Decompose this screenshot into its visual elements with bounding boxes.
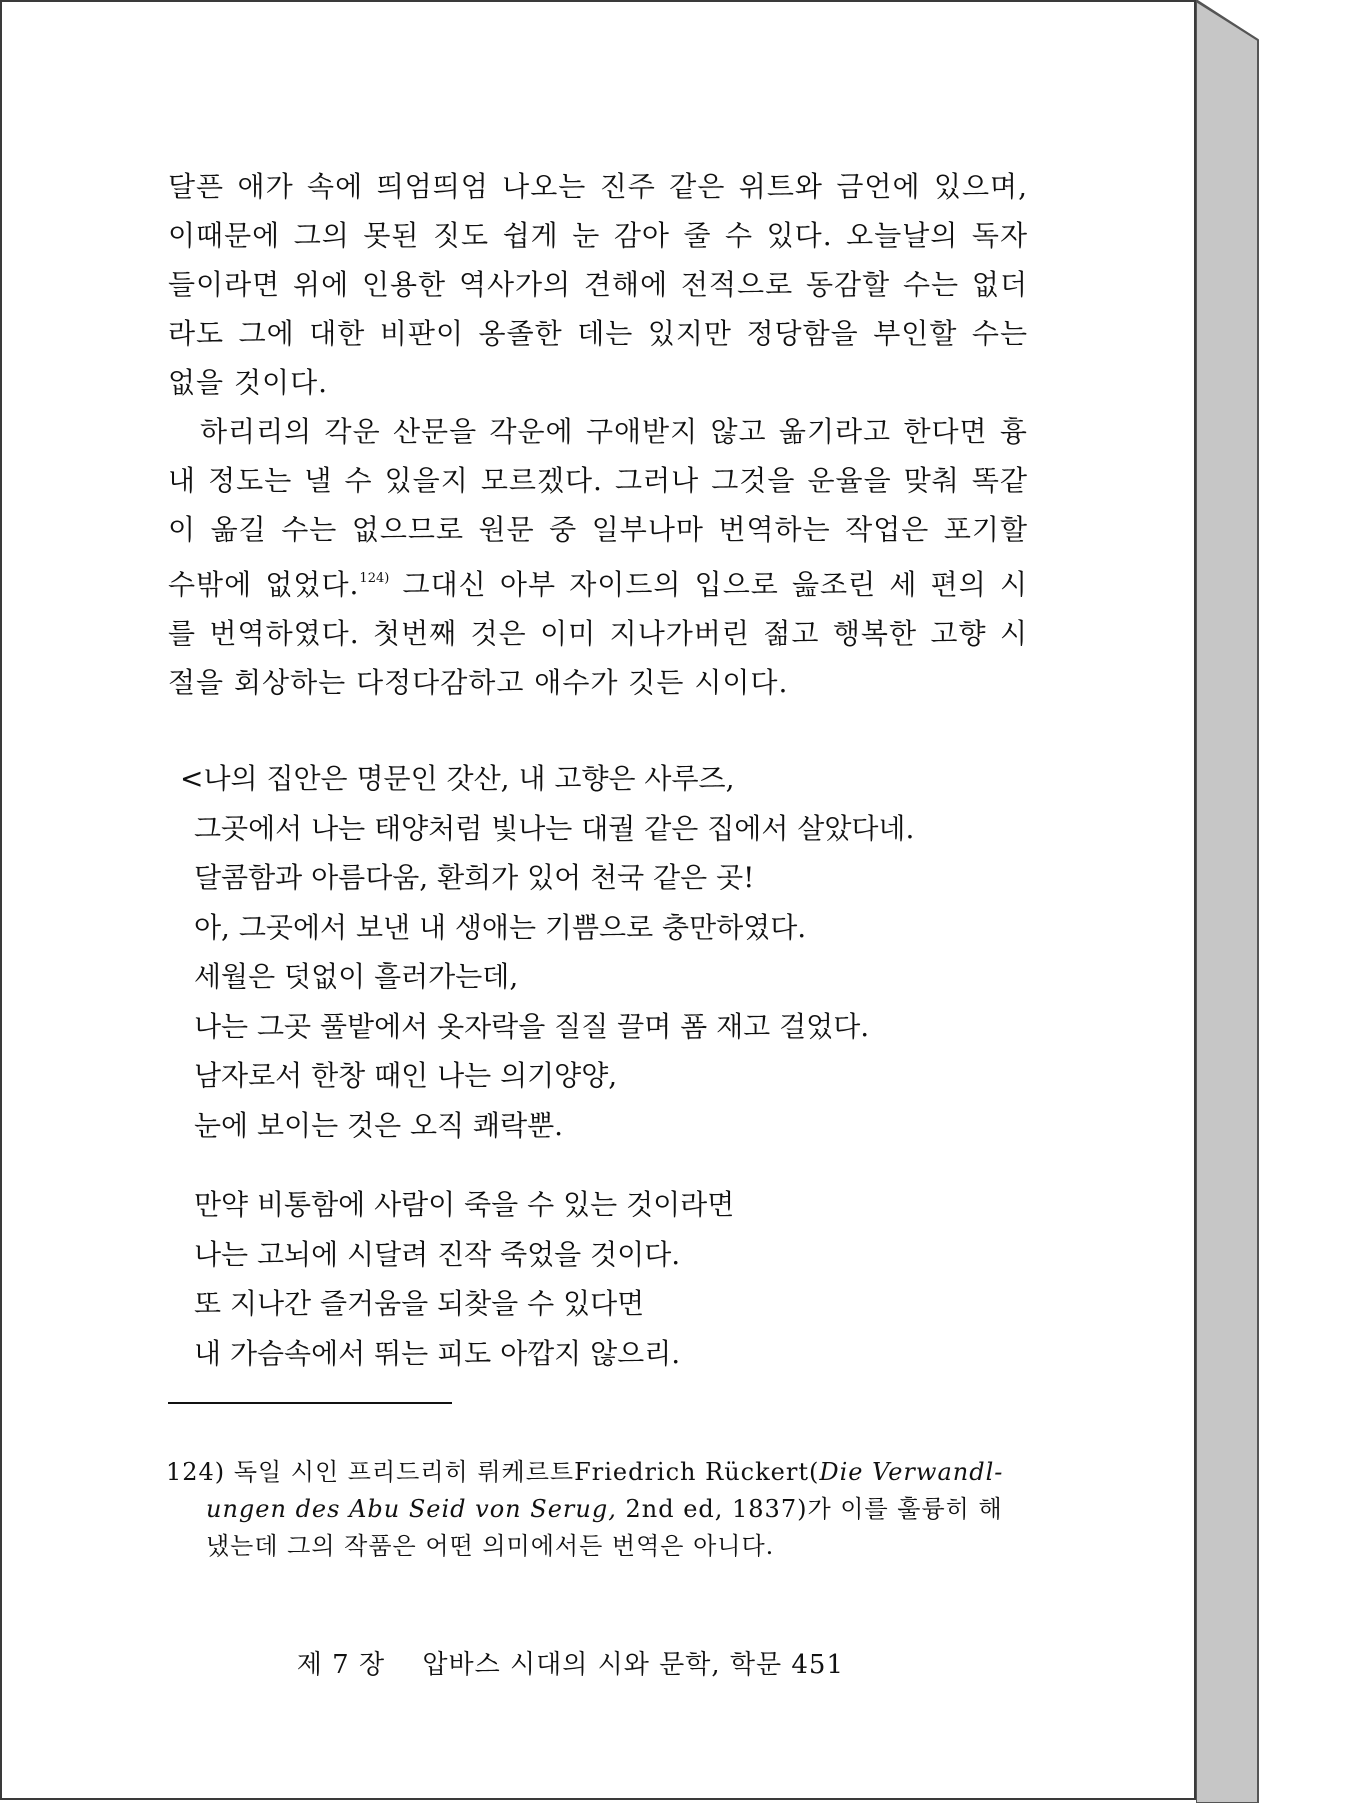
- poem-line: 나는 고뇌에 시달려 진작 죽었을 것이다.: [194, 1237, 681, 1271]
- footnote: [166, 1454, 1026, 1565]
- paragraph-line: 하리리의 각운 산문을 각운에 구애받지 않고 옮기라고 한다면 흉: [200, 415, 1028, 448]
- paragraph-line: 를 번역하였다. 첫번째 것은 이미 지나가버린 젊고 행복한 고향 시: [168, 617, 1028, 650]
- footnote-title: Die Verwandl-: [819, 1458, 1004, 1486]
- poem-line: 남자로서 한창 때인 나는 의기양양,: [194, 1059, 618, 1092]
- chapter-label: 제 7 장: [296, 1650, 386, 1680]
- paragraph-line: 라도 그에 대한 비판이 옹졸한 데는 있지만 정당함을 부인할 수는: [168, 317, 1028, 350]
- poem-line: 세월은 덧없이 흘러가는데,: [194, 960, 519, 993]
- footnote-line: [166, 1491, 1026, 1528]
- poem-line: 또 지나간 즐거움을 되찾을 수 있다면: [194, 1287, 645, 1320]
- book-edge-shape: [1196, 0, 1268, 1803]
- footnote-line: 냈는데 그의 작품은 어떤 의미에서든 번역은 아니다.: [206, 1532, 775, 1560]
- poem-line: <나의 집안은 명문인 갓산, 내 고향은 사루즈,: [180, 762, 735, 795]
- poem-line: 그곳에서 나는 태양처럼 빛나는 대궐 같은 집에서 살았다네.: [194, 811, 915, 845]
- paragraph-2: [168, 407, 1028, 707]
- footnote-line: [166, 1454, 1026, 1491]
- paragraph-line: 달픈 애가 속에 띄엄띄엄 나오는 진주 같은 위트와 금언에 있으며,: [168, 170, 1028, 203]
- paragraph-line: 절을 회상하는 다정다감하고 애수가 깃든 시이다.: [168, 666, 789, 699]
- paragraph-1: [168, 162, 1028, 407]
- body-text: [168, 162, 1028, 707]
- poem-line: 눈에 보이는 것은 오직 쾌락뿐.: [194, 1108, 564, 1142]
- running-footer: [297, 1644, 844, 1681]
- paragraph-segment: 그대신 아부 자이드의 입으로 읊조린 세 편의 시: [402, 568, 1029, 601]
- paragraph-line: 들이라면 위에 인용한 역사가의 견해에 전적으로 동감할 수는 없더: [168, 268, 1028, 301]
- book-edge: [1196, 0, 1268, 1803]
- poem-line: 아, 그곳에서 보낸 내 생애는 기쁨으로 충만하였다.: [194, 910, 807, 944]
- footnote-number: 124): [166, 1458, 226, 1486]
- poem-line: 나는 그곳 풀밭에서 옷자락을 질질 끌며 폼 재고 걸었다.: [194, 1009, 870, 1043]
- paragraph-line: 이때문에 그의 못된 짓도 쉽게 눈 감아 줄 수 있다. 오늘날의 독자: [168, 219, 1028, 252]
- paragraph-segment: 수밖에 없었다.: [168, 568, 360, 601]
- paragraph-line: 이 옮길 수는 없으므로 원문 중 일부나마 번역하는 작업은 포기할: [168, 513, 1028, 546]
- paragraph-line: [168, 554, 1028, 609]
- poem-line: 달콤함과 아름다움, 환희가 있어 천국 같은 곳!: [194, 861, 755, 894]
- footnote-reference[interactable]: 124): [359, 571, 390, 586]
- poem-line: 내 가슴속에서 뛰는 피도 아깝지 않으리.: [194, 1336, 681, 1370]
- footnote-text: 2nd ed, 1837)가 이를 훌륭히 해: [616, 1495, 1003, 1523]
- paragraph-line: 없을 것이다.: [168, 366, 329, 399]
- footnote-text: 독일 시인 프리드리히 뤼케르트Friedrich Rückert(: [233, 1458, 820, 1486]
- chapter-title: 압바스 시대의 시와 문학, 학문: [422, 1650, 783, 1680]
- poem-stanza-2: [180, 1180, 1020, 1378]
- footnote-separator: [168, 1402, 452, 1404]
- poem-line: 만약 비통함에 사람이 죽을 수 있는 것이라면: [194, 1188, 735, 1221]
- footnote-title: ungen des Abu Seid von Serug,: [206, 1495, 617, 1523]
- poem-stanza-1: [180, 754, 1020, 1150]
- page-number: 451: [791, 1650, 844, 1680]
- paragraph-line: 내 정도는 낼 수 있을지 모르겠다. 그러나 그것을 운율을 맞춰 똑같: [168, 464, 1028, 497]
